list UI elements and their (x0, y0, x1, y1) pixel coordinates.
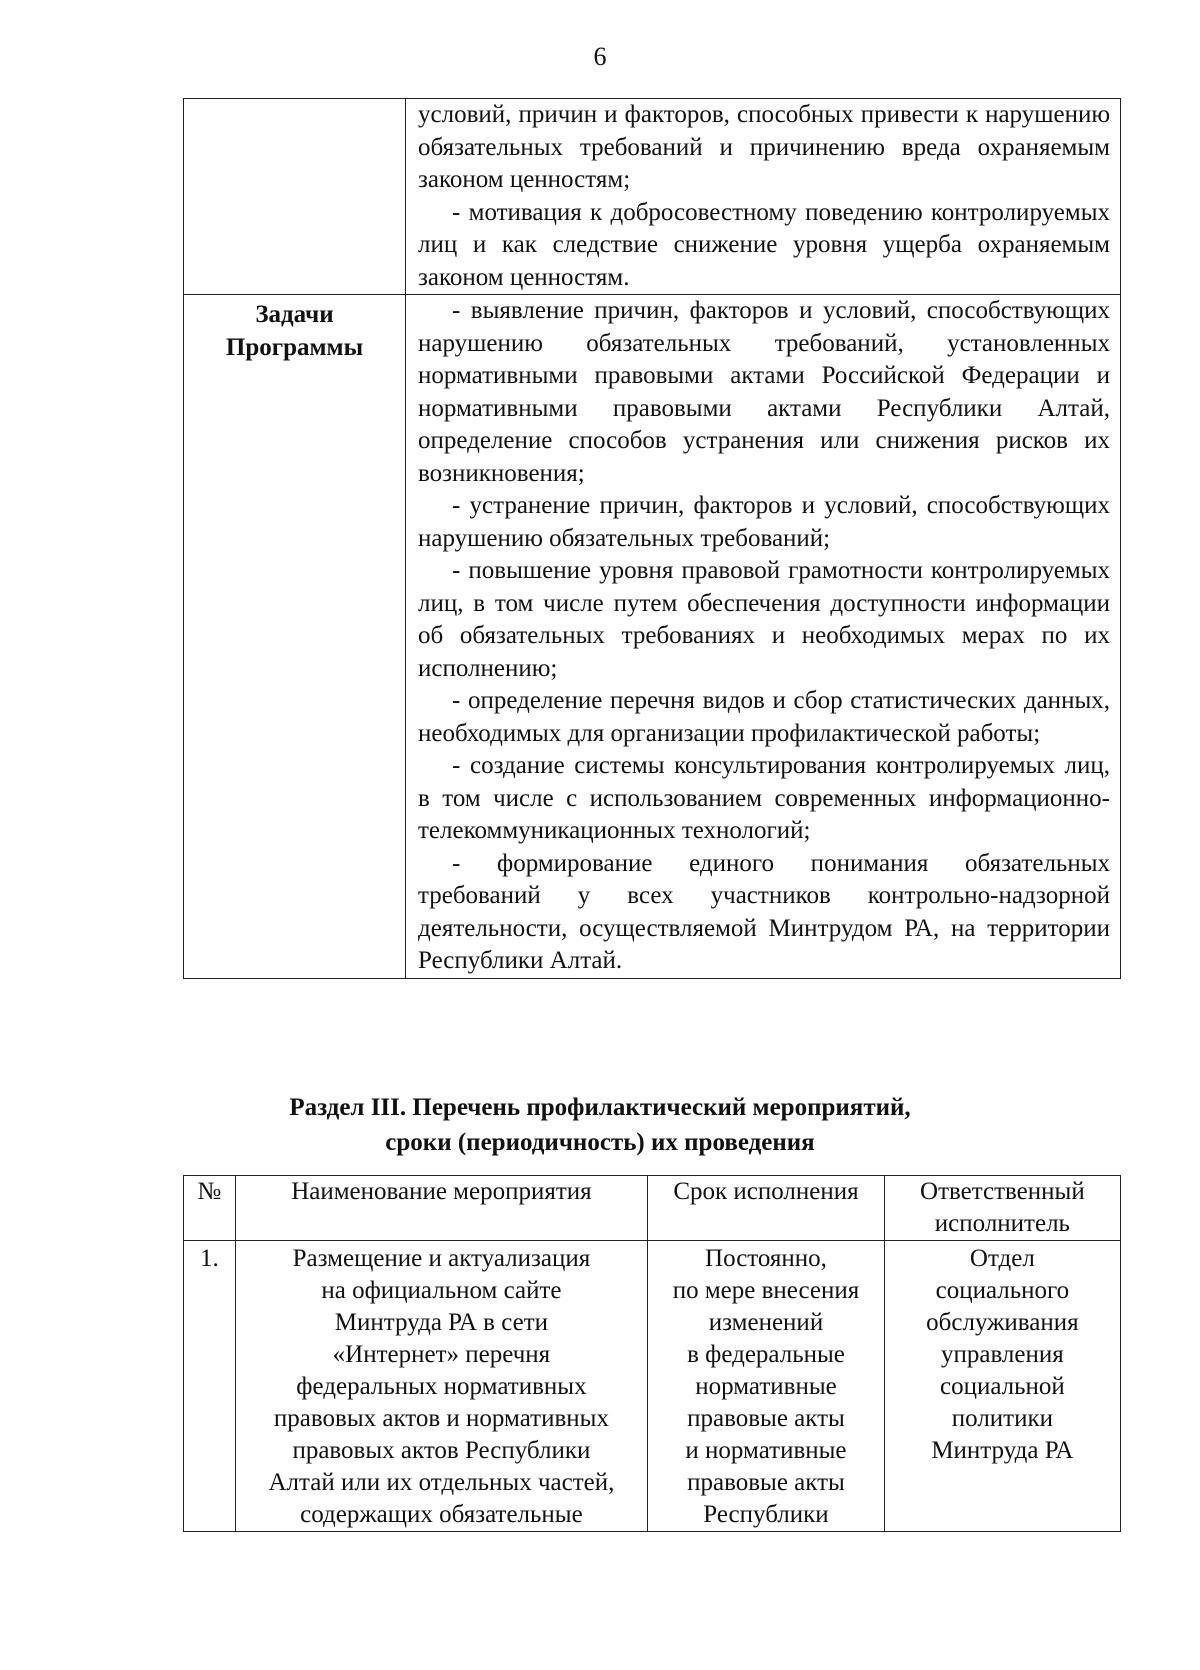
goals-empty-label-cell (184, 99, 406, 295)
section-heading (0, 1090, 1200, 1160)
goals-continuation-cell (406, 99, 1121, 295)
cell-line: социального (935, 1277, 1070, 1304)
cell-line: Алтай или их отдельных частей, (268, 1469, 615, 1496)
tasks-row (184, 295, 1121, 979)
cell-line: в федеральные (687, 1341, 845, 1368)
header-responsible-line: исполнитель (934, 1210, 1070, 1237)
tasks-label-line: Задачи (255, 301, 334, 328)
cell-line: социальной (939, 1373, 1065, 1400)
goals-paragraph: - мотивация к добросовестному поведению контролируемых лиц и как следствие снижение уровня ущерба охраняемым законом ценностям. (418, 198, 1110, 291)
header-responsible (884, 1176, 1120, 1241)
cell-num: 1. (184, 1241, 236, 1532)
cell-line: Минтруда РА в сети (334, 1309, 549, 1336)
cell-line: управления (940, 1341, 1064, 1368)
cell-line: содержащих обязательные (300, 1501, 583, 1528)
cell-line: нормативные (695, 1373, 837, 1400)
cell-responsible (884, 1241, 1120, 1532)
task-paragraph: - выявление причин, факторов и условий, способствующих нарушению обязательных требований, установленных нормативными правовыми актами Российской Федерации и нормативными правовыми актами Республики Алтай, определение способов устранения или снижения рисков их возникновения; (418, 297, 1110, 487)
cell-line: на официальном сайте (321, 1277, 562, 1304)
cell-line: Республики (703, 1501, 829, 1528)
measures-table (183, 1175, 1121, 1532)
cell-line: Минтруда РА (931, 1437, 1074, 1464)
cell-line: правовые акты (687, 1469, 845, 1496)
program-goals-table (183, 98, 1121, 979)
cell-name (235, 1241, 648, 1532)
header-num: № (184, 1176, 236, 1241)
task-paragraph: - повышение уровня правовой грамотности контролируемых лиц, в том числе путем обеспечения доступности информации об обязательных требованиях и необходимых мерах по их исполнению; (418, 557, 1110, 682)
cell-line: «Интернет» перечня (332, 1341, 551, 1368)
goals-paragraph: условий, причин и факторов, способных привести к нарушению обязательных требований и причинению вреда охраняемым законом ценностям; (418, 101, 1110, 193)
goals-continuation-row (184, 99, 1121, 295)
cell-line: правовых актов и нормативных (273, 1405, 609, 1432)
cell-line: правовые акты (687, 1405, 845, 1432)
cell-line: по мере внесения (672, 1277, 860, 1304)
cell-line: правовых актов Республики (292, 1437, 591, 1464)
measures-header-row (184, 1176, 1121, 1241)
cell-line: федеральных нормативных (296, 1373, 587, 1400)
cell-term (648, 1241, 885, 1532)
cell-line: политики (951, 1405, 1053, 1432)
cell-line: изменений (708, 1309, 824, 1336)
table-row (184, 1241, 1121, 1532)
task-paragraph: - формирование единого понимания обязательных требований у всех участников контрольно-надзорной деятельности, осуществляемой Минтрудом РА, на территории Республики Алтай. (418, 849, 1110, 974)
task-paragraph: - определение перечня видов и сбор статистических данных, необходимых для организации профилактической работы; (418, 687, 1110, 747)
page-number: 6 (593, 42, 607, 71)
cell-line: Постоянно, (705, 1245, 827, 1272)
task-paragraph: - устранение причин, факторов и условий, способствующих нарушению обязательных требований; (418, 492, 1110, 552)
tasks-label-line: Программы (225, 333, 364, 361)
header-responsible-line: Ответственный (920, 1178, 1085, 1205)
tasks-text-cell (406, 295, 1121, 979)
header-term: Срок исполнения (648, 1176, 885, 1241)
tasks-label-cell (184, 295, 406, 979)
cell-line: Отдел (969, 1245, 1035, 1272)
task-paragraph: - создание системы консультирования контролируемых лиц, в том числе с использованием современных информационно-телекоммуникационных технологий; (418, 752, 1110, 844)
cell-line: и нормативные (685, 1437, 847, 1464)
section-heading-line: сроки (периодичность) их проведения (385, 1129, 815, 1156)
cell-line: обслуживания (926, 1309, 1079, 1336)
section-heading-line: Раздел III. Перечень профилактический мероприятий, (289, 1094, 911, 1121)
header-name: Наименование мероприятия (235, 1176, 648, 1241)
cell-line: Размещение и актуализация (292, 1245, 591, 1272)
